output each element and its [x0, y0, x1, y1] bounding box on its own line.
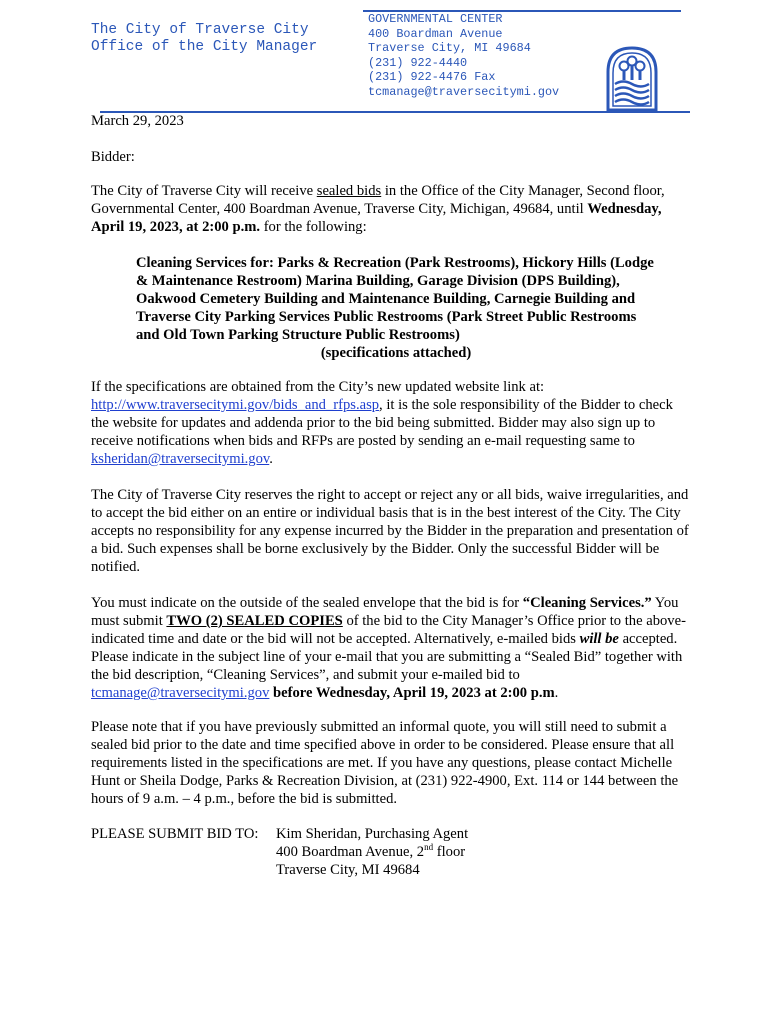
bids-rfps-link[interactable]: http://www.traversecitymi.gov/bids_and_rfps.asp: [91, 397, 380, 413]
contact-street: 400 Boardman Avenue: [368, 26, 503, 41]
letterhead-org: [91, 22, 317, 56]
instructions-text-email: accepted. Please indicate in the subject line of your e-mail that you are submitting a “Sealed Bid” together with the bid description, “Cleaning Services”, and submit your e-mailed bid to: [91, 631, 683, 683]
contact-building: GOVERNMENTAL CENTER: [368, 12, 503, 26]
sealed-copies-text: TWO (2) SEALED COPIES: [166, 613, 343, 629]
cleaning-services-text: “Cleaning Services.”: [522, 595, 652, 611]
submit-street-text: 400 Boardman Avenue, 2: [276, 844, 425, 860]
website-text-end: .: [269, 451, 273, 467]
submit-city: Traverse City, MI 49684: [276, 862, 420, 878]
letter-date: March 29, 2023: [91, 113, 184, 129]
intro-paragraph: [91, 182, 681, 236]
will-be-text: will be: [579, 631, 619, 647]
intro-text-location: in the Office of the City Manager, Second floor, Governmental Center, 400 Boardman Avenue, Traverse City, Michigan, 49684, until: [91, 183, 665, 217]
scope-block: [136, 254, 656, 362]
org-name: The City of Traverse City: [91, 22, 309, 38]
specifications-note: (specifications attached): [320, 345, 472, 361]
informal-quote-paragraph: Please note that if you have previously submitted an informal quote, you will still need to submit a sealed bid prior to the date and time specified above in order to be considered. Please ensure that all requirements listed in the specifications are met. If you have any questions, please contact Michelle Hunt or Sheila Dodge, Parks & Recreation Division, at (231) 922-4900, Ext. 114 or 144 between the hours of 9 a.m. – 4 p.m., before the bid is submitted.: [91, 719, 679, 807]
contact-phone: (231) 922-4440: [368, 55, 468, 70]
org-office: Office of the City Manager: [91, 39, 318, 55]
contact-city: Traverse City, MI 49684: [368, 41, 531, 55]
letterhead-contact: [368, 12, 559, 99]
ksheridan-email-link[interactable]: ksheridan@traversecitymi.gov: [91, 451, 270, 467]
city-seal-icon: [604, 44, 660, 112]
submit-address-block: [91, 825, 691, 879]
instructions-text-end: .: [554, 685, 559, 701]
sealed-bids-text: sealed bids: [316, 183, 382, 199]
instructions-text-submit: You must submit: [91, 595, 679, 629]
intro-text: The City of Traverse City will receive: [91, 183, 317, 199]
submit-street: [276, 843, 465, 861]
letter-salutation: Bidder:: [91, 149, 135, 165]
email-deadline-text: before Wednesday, April 19, 2023 at 2:00 p.m: [269, 685, 555, 701]
deadline-text: Wednesday, April 19, 2023, at 2:00 p.m.: [91, 201, 662, 235]
scope-text: Cleaning Services for: Parks & Recreation (Park Restrooms), Hickory Hills (Lodge & Maintenance Restroom) Marina Building, Garage Division (DPS Building), Oakwood Cemetery Building and Maintenance Building, Carnegie Building and Traverse City Parking Services Public Restrooms (Park Street Public Restrooms and Old Town Parking Structure Public Restrooms): [136, 255, 654, 343]
website-text-middle: , it is the sole responsibility of the Bidder to check the website for updates and addenda prior to the bid being submitted. Bidder may also sign up to receive notifications when bids and RFPs are posted by sending an e-mail requesting same to: [91, 397, 673, 449]
website-paragraph: [91, 378, 681, 468]
contact-fax: (231) 922-4476 Fax: [368, 70, 496, 84]
submit-recipient: Kim Sheridan, Purchasing Agent: [276, 826, 469, 842]
instructions-text: You must indicate on the outside of the sealed envelope that the bid is for: [91, 595, 523, 611]
reservation-paragraph: The City of Traverse City reserves the right to accept or reject any or all bids, waive irregularities, and to accept the bid either on an entire or individual basis that is in the best interest of the City. The City accepts no responsibility for any expense incurred by the Bidder in the preparation and presentation of a bid. Such expenses shall be borne exclusively by the Bidder. Only the successful Bidder will be notified.: [91, 487, 689, 575]
instructions-paragraph: [91, 594, 691, 702]
submit-floor-text: floor: [433, 844, 466, 860]
instructions-text-deadline: of the bid to the City Manager’s Office prior to the above-indicated time and date or the bid will not be accepted. Alternatively, e-mailed bids: [91, 613, 686, 647]
tcmanage-email-link[interactable]: tcmanage@traversecitymi.gov: [91, 685, 270, 701]
website-text: If the specifications are obtained from the City’s new updated website link at:: [91, 379, 545, 395]
submit-label: PLEASE SUBMIT BID TO:: [91, 826, 259, 842]
floor-ordinal: nd: [424, 842, 434, 853]
letterhead-bottom-rule: [100, 111, 690, 113]
contact-email: tcmanage@traversecitymi.gov: [368, 84, 560, 99]
intro-text-end: for the following:: [260, 219, 367, 235]
